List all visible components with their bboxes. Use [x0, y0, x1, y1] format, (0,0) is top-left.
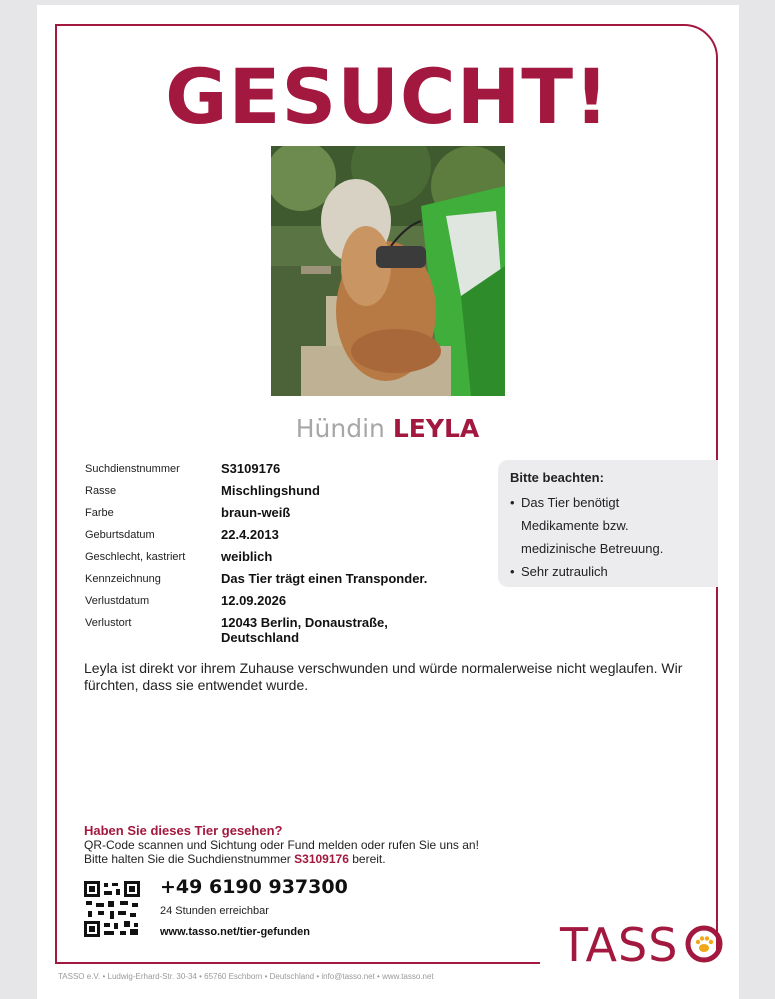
fact-value: weiblich — [221, 549, 273, 564]
fact-value: braun-weiß — [221, 505, 291, 520]
qr-code-icon[interactable] — [84, 881, 140, 937]
reference-number: S3109176 — [294, 852, 349, 866]
reference-pre: Bitte halten Sie die Suchdienstnummer — [84, 852, 291, 866]
fact-value: 12043 Berlin, Donaustraße, Deutschland — [221, 615, 388, 645]
fact-value: Das Tier trägt einen Transponder. — [221, 571, 428, 586]
fact-label: Geschlecht, kastriert — [85, 551, 186, 563]
fact-value: 12.09.2026 — [221, 593, 287, 608]
phone-number[interactable]: +49 6190 937300 — [160, 876, 348, 898]
notice-box — [498, 460, 718, 587]
description-text: Leyla ist direkt vor ihrem Zuhause verschwunden und würde normalerweise nicht weglaufen. Wir fürchten, dass sie entwendet wurde. — [84, 660, 683, 693]
notice-text: Das Tier benötigt — [521, 495, 620, 510]
fact-label: Rasse — [85, 485, 117, 497]
contact-instructions: QR-Code scannen und Sichtung oder Fund melden oder rufen Sie uns an! — [84, 838, 479, 852]
fact-value: S3109176 — [221, 461, 281, 476]
animal-name: LEYLA — [392, 414, 480, 443]
dog-photo — [271, 146, 505, 396]
notice-text: Sehr zutraulich — [521, 564, 608, 579]
fact-value: 22.4.2013 — [221, 527, 279, 542]
bullet: • — [510, 495, 515, 510]
notice-text: Medikamente bzw. — [521, 518, 629, 533]
poster-title: GESUCHT! — [165, 52, 610, 141]
fact-label: Geburtsdatum — [85, 529, 155, 541]
notice-item — [510, 560, 718, 583]
fact-label: Suchdienstnummer — [85, 463, 180, 475]
website-link[interactable]: www.tasso.net/tier-gefunden — [160, 926, 310, 938]
notice-text: medizinische Betreuung. — [521, 541, 664, 556]
paw-o-icon — [684, 924, 724, 964]
fact-label: Verlustort — [85, 617, 132, 629]
footer-address: TASSO e.V. • Ludwig-Erhard-Str. 30-34 • 65760 Eschborn • Deutschland • info@tasso.net • www.tasso.net — [58, 972, 434, 981]
bullet: • — [510, 564, 515, 579]
notice-item — [510, 491, 718, 560]
animal-name-line — [0, 414, 775, 443]
fact-label: Kennzeichnung — [85, 573, 161, 585]
animal-type: Hündin — [295, 414, 385, 443]
fact-value: Mischlingshund — [221, 483, 320, 498]
contact-reference — [84, 852, 386, 866]
contact-heading: Haben Sie dieses Tier gesehen? — [84, 823, 283, 838]
fact-label: Farbe — [85, 507, 114, 519]
availability-text: 24 Stunden erreichbar — [160, 905, 269, 917]
reference-post: bereit. — [352, 852, 386, 866]
fact-label: Verlustdatum — [85, 595, 150, 607]
tasso-logo: TASS — [560, 918, 679, 972]
notice-title: Bitte beachten: — [510, 470, 604, 485]
